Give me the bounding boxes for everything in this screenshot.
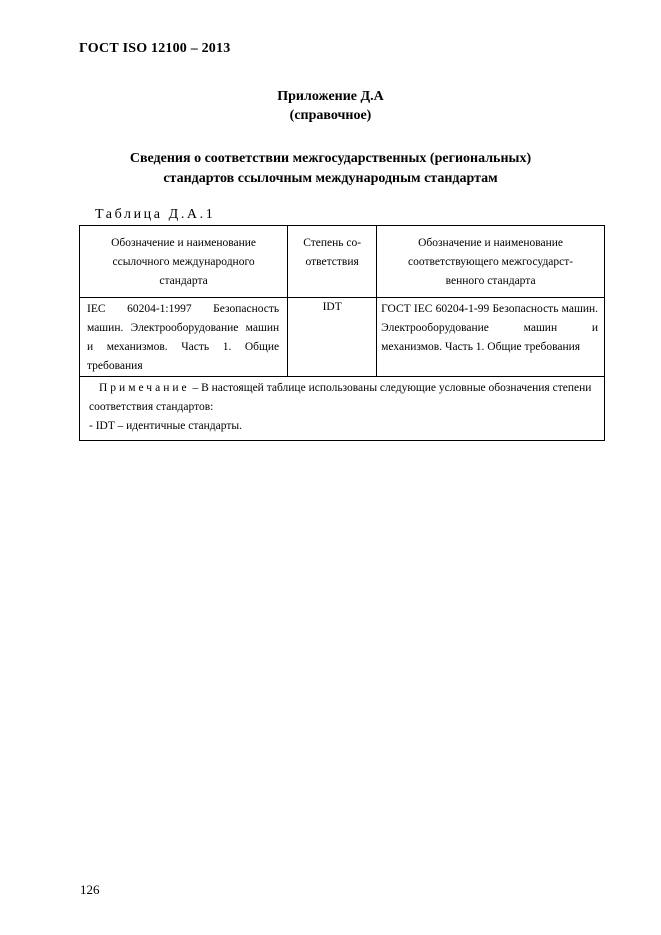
appendix-subtitle: (справочное) [289,108,372,123]
header-line: Обозначение и наименование [418,237,564,249]
note-body: – В настоящей таблице использованы следующие условные обозначения степени соответствия стандартов: [89,382,592,413]
table-label: Таблица Д.А.1 [95,207,216,222]
header-line: ответствия [305,256,359,268]
note-item: - IDT – идентичные стандарты. [89,420,242,432]
note-lead: Примечание [99,382,190,394]
caption-line-2: стандартов ссылочным международным стандартам [163,171,498,186]
document-header: ГОСТ ISO 12100 – 2013 [79,41,231,56]
header-line: Обозначение и наименование [111,237,257,249]
table-header-row [80,226,605,298]
caption-line-1: Сведения о соответствии межгосударственных (региональных) [129,151,532,166]
header-interstate-standard [377,226,605,298]
appendix-title: Приложение Д.А [277,89,384,104]
note-text [89,379,596,417]
header-international-standard [80,226,288,298]
header-line: венного стандарта [445,275,536,287]
header-degree [288,226,377,298]
cell-international-standard: IEC 60204-1:1997 Безопасность машин. Электрооборудование машин и механизмов. Часть 1. Общие требования [80,298,288,377]
header-line: ссылочного международного [112,256,255,268]
table-note [80,377,605,441]
header-line: соответствующего межгосударст- [408,256,574,268]
header-line: Степень со- [303,237,362,249]
appendix-caption [0,149,661,189]
page-number: 126 [80,882,100,897]
cell-interstate-standard: ГОСТ IEC 60204-1-99 Безопасность машин. Электрооборудование машин и механизмов. Часть 1. Общие требования [377,298,605,377]
table-note-row [80,377,605,441]
correspondence-table [79,225,605,441]
header-line: стандарта [159,275,208,287]
cell-degree: IDT [288,298,377,377]
table-row [80,298,605,377]
